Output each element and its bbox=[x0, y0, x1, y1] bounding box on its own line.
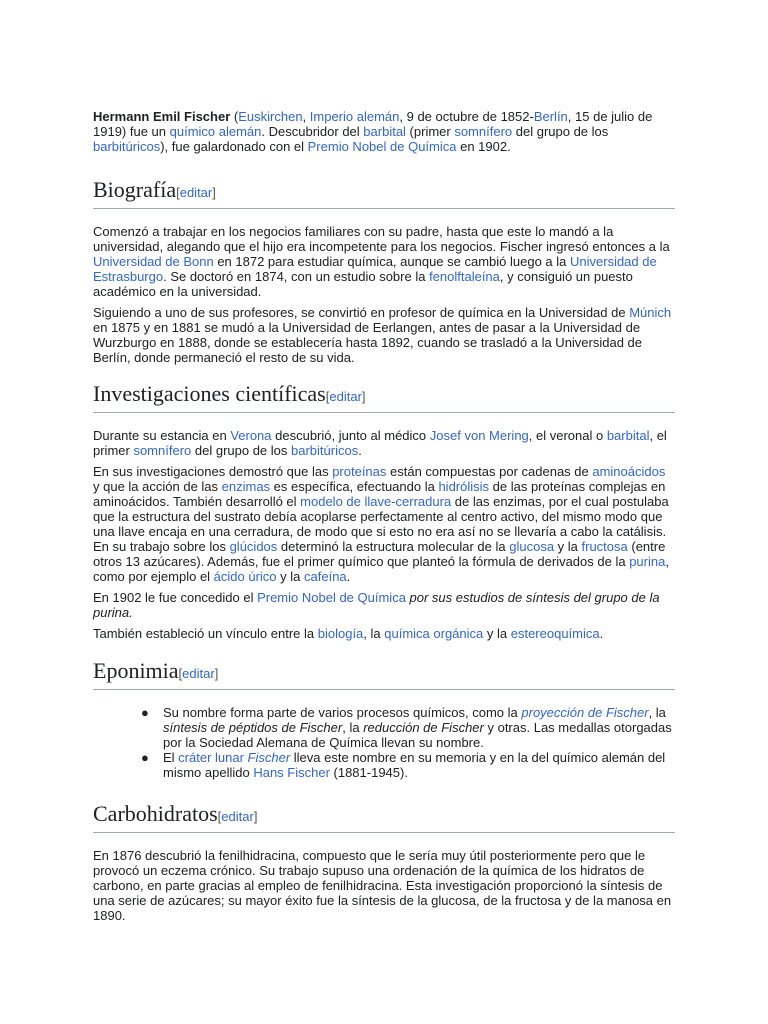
edit-section bbox=[218, 809, 258, 824]
text: en 1872 para estudiar química, aunque se cambió luego a la bbox=[213, 254, 570, 269]
biografia-paragraph-2 bbox=[93, 305, 675, 365]
text: están compuestas por cadenas de bbox=[386, 464, 593, 479]
text: ), fue galardonado con el bbox=[160, 139, 308, 154]
link-barbital[interactable]: barbital bbox=[363, 124, 406, 139]
text: . Se doctoró en 1874, con un estudio sobre la bbox=[163, 269, 430, 284]
heading-investigaciones bbox=[93, 381, 675, 413]
investigaciones-paragraph-2 bbox=[93, 464, 675, 584]
subject-name: Hermann Emil Fischer bbox=[93, 109, 231, 124]
link-hidrolisis[interactable]: hidrólisis bbox=[438, 479, 490, 494]
heading-carbohidratos bbox=[93, 801, 675, 833]
edit-section bbox=[326, 389, 366, 404]
text: Durante su estancia en bbox=[93, 428, 231, 443]
text: Su nombre forma parte de varios procesos químicos, como la bbox=[163, 705, 522, 720]
link-text: cráter lunar bbox=[178, 750, 248, 765]
text: en 1902. bbox=[456, 139, 511, 154]
text: en 1875 y en 1881 se mudó a la Universidad de Eerlangen, antes de pasar a la Universidad de Wurzburgo en 1888, donde se establecería hasta 1892, cuando se trasladó a la Universidad de Berlín, donde permaneció el resto de su vida. bbox=[93, 320, 643, 365]
edit-section bbox=[176, 185, 216, 200]
investigaciones-paragraph-3 bbox=[93, 590, 675, 620]
bullet-icon: ● bbox=[141, 750, 149, 765]
text: (entre otros 13 azúcares). Además, fue el primer químico que planteó la fórmula de derivados de la bbox=[93, 539, 666, 569]
link-verona[interactable]: Verona bbox=[230, 428, 272, 443]
heading-eponimia bbox=[93, 658, 675, 690]
link-fructosa[interactable]: fructosa bbox=[581, 539, 628, 554]
article-body bbox=[93, 109, 675, 923]
edit-link-investigaciones[interactable]: editar bbox=[329, 389, 362, 404]
text: , la bbox=[648, 705, 666, 720]
link-text: Fischer bbox=[247, 750, 291, 765]
text: de las enzimas, por el cual postulaba que la estructura del sustrato debía acoplarse perfectamente al centro activo, del mismo modo que una llave encaja en una cerradura, de modo que si esto no era así no se llevaría a cabo la catálisis. En su trabajo sobre los bbox=[93, 494, 669, 554]
text: Comenzó a trabajar en los negocios familiares con su padre, hasta que este lo mandó a la universidad, alegando que el hijo era incompetente para los negocios. Fischer ingresó entonces a la bbox=[93, 224, 670, 254]
list-item bbox=[141, 750, 675, 780]
text: , el veronal o bbox=[528, 428, 607, 443]
text: En sus investigaciones demostró que las bbox=[93, 464, 333, 479]
edit-link-biografia[interactable]: editar bbox=[179, 185, 213, 200]
edit-link-eponimia[interactable]: editar bbox=[182, 666, 215, 681]
text: . bbox=[599, 626, 604, 641]
link-munich[interactable]: Múnich bbox=[629, 305, 672, 320]
link-aminoacidos[interactable]: aminoácidos bbox=[592, 464, 666, 479]
link-berlin[interactable]: Berlín bbox=[533, 109, 568, 124]
text: del grupo de los bbox=[191, 443, 291, 458]
bracket: ] bbox=[214, 666, 219, 681]
text: es específica, efectuando la bbox=[270, 479, 439, 494]
text: , como por ejemplo el bbox=[93, 554, 669, 584]
heading-biografia bbox=[93, 177, 675, 209]
link-acido-urico[interactable]: ácido úrico bbox=[213, 569, 277, 584]
link-purina[interactable]: purina bbox=[629, 554, 666, 569]
bracket: [ bbox=[325, 389, 330, 404]
text: , 15 de julio de 1919) fue un bbox=[93, 109, 653, 139]
link-premio-nobel[interactable]: Premio Nobel de Química bbox=[307, 139, 457, 154]
link-somnifero[interactable]: somnífero bbox=[133, 443, 192, 458]
text: , 9 de octubre de 1852- bbox=[399, 109, 534, 124]
bracket: ] bbox=[253, 809, 258, 824]
italic-text: reducción de Fischer bbox=[363, 720, 484, 735]
link-barbital[interactable]: barbital bbox=[606, 428, 650, 443]
link-text: proyección de Fischer bbox=[521, 705, 649, 720]
edit-link-carbohidratos[interactable]: editar bbox=[221, 809, 254, 824]
link-enzimas[interactable]: enzimas bbox=[221, 479, 271, 494]
intro-paragraph bbox=[93, 109, 675, 154]
bracket: ] bbox=[212, 185, 216, 200]
link-estereoquimica[interactable]: estereoquímica bbox=[510, 626, 600, 641]
link-barbituricos[interactable]: barbitúricos bbox=[291, 443, 359, 458]
text: y la bbox=[554, 539, 582, 554]
link-biologia[interactable]: biología bbox=[317, 626, 364, 641]
italic-text: síntesis de péptidos de Fischer bbox=[163, 720, 343, 735]
list-item bbox=[141, 705, 675, 750]
text: . Descubridor del bbox=[261, 124, 364, 139]
heading-text: Biografía bbox=[93, 177, 177, 202]
text: y la bbox=[483, 626, 511, 641]
text: del grupo de los bbox=[512, 124, 609, 139]
link-quimica-organica[interactable]: química orgánica bbox=[384, 626, 484, 641]
link-glucosa[interactable]: glucosa bbox=[509, 539, 555, 554]
link-universidad-bonn[interactable]: Universidad de Bonn bbox=[93, 254, 214, 269]
link-proteinas[interactable]: proteínas bbox=[332, 464, 387, 479]
text: (primer bbox=[405, 124, 455, 139]
heading-text: Carbohidratos bbox=[93, 801, 218, 826]
link-modelo-llave-cerradura[interactable]: modelo de llave-cerradura bbox=[300, 494, 452, 509]
text: lleva este nombre en su memoria y en la del químico alemán del mismo apellido bbox=[163, 750, 666, 780]
link-cafeina[interactable]: cafeína bbox=[304, 569, 347, 584]
text: y que la acción de las bbox=[93, 479, 222, 494]
text: de las proteínas complejas en aminoácidos. También desarrolló el bbox=[93, 479, 666, 509]
text: . bbox=[358, 443, 362, 458]
link-quimico-aleman[interactable]: químico alemán bbox=[169, 124, 262, 139]
text: (1881-1945). bbox=[329, 765, 408, 780]
text: y la bbox=[276, 569, 305, 584]
text: y otras. Las medallas otorgadas por la Sociedad Alemana de Química llevan su nombre. bbox=[163, 720, 672, 750]
text: , bbox=[302, 109, 310, 124]
link-josef-von-mering[interactable]: Josef von Mering bbox=[429, 428, 529, 443]
text: . bbox=[346, 569, 351, 584]
bracket: [ bbox=[178, 666, 183, 681]
text: El bbox=[163, 750, 179, 765]
text: También estableció un vínculo entre la bbox=[93, 626, 318, 641]
link-imperio-aleman[interactable]: Imperio alemán bbox=[309, 109, 400, 124]
text: , la bbox=[363, 626, 385, 641]
link-universidad-estrasburgo[interactable]: Universidad de Estrasburgo bbox=[93, 254, 657, 284]
investigaciones-paragraph-1 bbox=[93, 428, 675, 458]
carbohidratos-paragraph: En 1876 descubrió la fenilhidracina, compuesto que le sería muy útil posteriormente pero que le provocó un eczema crónico. Su trabajo supuso una ordenación de la química de los hidratos de carbono, en parte gracias al empleo de fenilhidracina. Esta investigación proporcionó la síntesis de una serie de azúcares; su mayor éxito fue la síntesis de la glucosa, de la fructosa y de la manosa en 1890. bbox=[93, 848, 672, 923]
text: determinó la estructura molecular de la bbox=[277, 539, 510, 554]
text: ( bbox=[230, 109, 239, 124]
italic-text: por sus estudios de síntesis del grupo de la purina bbox=[93, 590, 660, 620]
text: descubrió, junto al médico bbox=[271, 428, 430, 443]
biografia-paragraph-1 bbox=[93, 224, 675, 299]
link-crater-lunar-fischer[interactable] bbox=[178, 750, 290, 765]
eponimia-list bbox=[93, 705, 675, 780]
investigaciones-paragraph-4 bbox=[93, 626, 675, 641]
text: Siguiendo a uno de sus profesores, se convirtió en profesor de química en la Universidad de bbox=[93, 305, 630, 320]
bracket: ] bbox=[361, 389, 366, 404]
link-glucidos[interactable]: glúcidos bbox=[229, 539, 278, 554]
edit-section bbox=[179, 666, 219, 681]
link-fenolftaleina[interactable]: fenolftaleína bbox=[429, 269, 500, 284]
link-hans-fischer[interactable]: Hans Fischer bbox=[253, 765, 330, 780]
bracket: [ bbox=[217, 809, 222, 824]
link-somnifero[interactable]: somnífero bbox=[454, 124, 513, 139]
italic-text: . bbox=[129, 605, 133, 620]
bullet-icon: ● bbox=[141, 705, 149, 720]
link-proyeccion-fischer[interactable] bbox=[521, 705, 648, 720]
link-barbituricos[interactable]: barbitúricos bbox=[93, 139, 161, 154]
heading-text: Investigaciones científicas bbox=[93, 381, 326, 406]
text: , y consiguió un puesto académico en la universidad. bbox=[93, 269, 633, 299]
text: , el primer bbox=[93, 428, 667, 458]
text: , la bbox=[342, 720, 364, 735]
link-premio-nobel[interactable]: Premio Nobel de Química bbox=[257, 590, 406, 605]
text: En 1902 le fue concedido el bbox=[93, 590, 258, 605]
heading-text: Eponimia bbox=[93, 658, 179, 683]
link-euskirchen[interactable]: Euskirchen bbox=[238, 109, 303, 124]
bracket: [ bbox=[176, 185, 180, 200]
